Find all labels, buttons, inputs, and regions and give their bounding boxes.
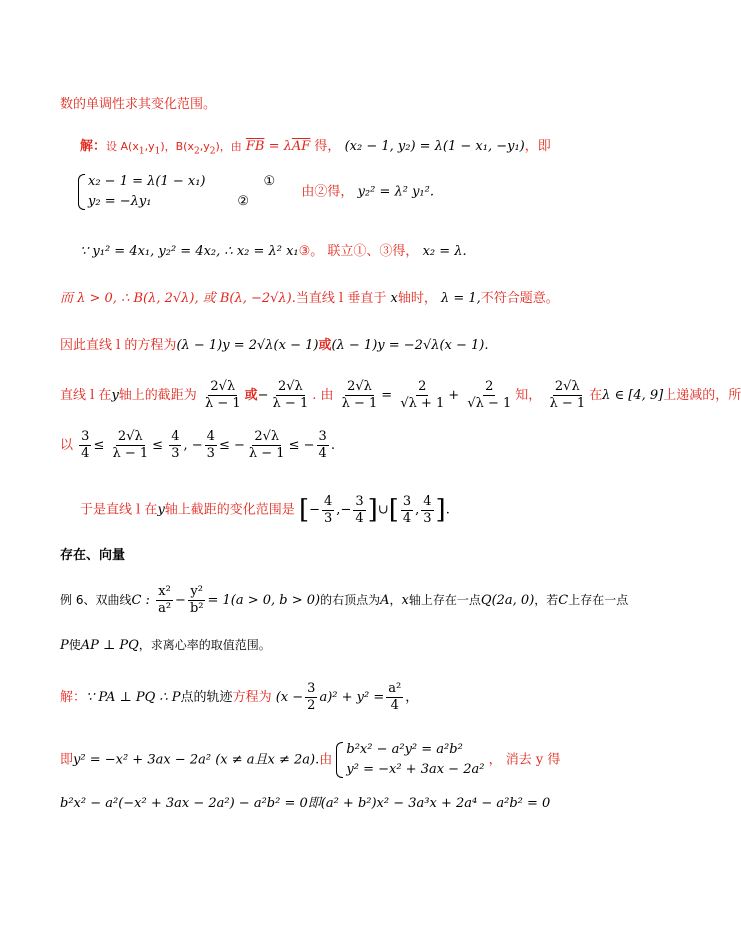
bracket: [ bbox=[388, 495, 399, 525]
text: 知， bbox=[515, 388, 542, 403]
text: 4 bbox=[318, 446, 327, 461]
vector-af: $\overline{AF}$ bbox=[291, 139, 311, 154]
text: ① bbox=[263, 174, 276, 189]
text: (λ − 1)y = 2√λ(x − 1) bbox=[176, 338, 319, 353]
text: y₂ = −λy₁ bbox=[88, 194, 152, 209]
text: y² bbox=[190, 584, 203, 599]
derivation-line bbox=[80, 243, 467, 261]
text: ，即 bbox=[524, 139, 551, 154]
fraction bbox=[547, 379, 587, 412]
example-6-cont bbox=[60, 636, 271, 655]
text: 3 bbox=[402, 493, 412, 509]
equation: (x₂ − 1, y₂) = λ(1 − x₁, −y₁) bbox=[344, 139, 525, 154]
text: a² bbox=[158, 601, 172, 616]
text: C : bbox=[131, 593, 150, 608]
text: y bbox=[157, 502, 165, 518]
text: 解： bbox=[60, 690, 87, 705]
fraction bbox=[353, 494, 365, 527]
bracket: ] bbox=[435, 495, 446, 525]
text: ≤ bbox=[152, 438, 164, 453]
text: 上递减的，所 bbox=[663, 388, 741, 403]
text: 4 bbox=[206, 429, 215, 444]
text: 由②得， bbox=[301, 184, 354, 200]
text: ② bbox=[237, 194, 250, 209]
system-equations bbox=[78, 172, 434, 212]
fraction bbox=[188, 584, 206, 617]
text: 3 bbox=[171, 446, 180, 461]
text: P bbox=[60, 638, 69, 653]
text: ，求离心率的取值范围。 bbox=[138, 638, 271, 652]
text: 4 bbox=[423, 493, 432, 509]
text: b²x² − a²y² = a²b² bbox=[346, 742, 463, 757]
fraction bbox=[305, 681, 317, 714]
bracket: [ bbox=[298, 495, 310, 525]
text: 轴上截距的变化范围是 bbox=[164, 502, 295, 518]
brace-system-2 bbox=[336, 740, 484, 780]
text: 4 bbox=[171, 429, 180, 444]
text: λ − 1 bbox=[341, 396, 378, 411]
text: x² bbox=[158, 584, 171, 599]
sub: 1 bbox=[138, 146, 145, 157]
text: − bbox=[303, 438, 315, 453]
text: ，若 bbox=[534, 593, 559, 607]
text: 3 bbox=[355, 493, 364, 509]
text: 2 bbox=[418, 379, 427, 394]
text: 存在、向量 bbox=[60, 548, 126, 563]
solution-label: 解： bbox=[80, 139, 107, 154]
section-heading bbox=[60, 547, 125, 565]
text: 而 λ > 0, ∴ B(λ, 2√λ), 或 B(λ, −2√λ). bbox=[60, 291, 296, 306]
fraction bbox=[317, 429, 329, 462]
text: 上存在一点 bbox=[568, 593, 629, 607]
text: 以 bbox=[60, 438, 74, 453]
text: 4 bbox=[81, 446, 90, 461]
text: 2 bbox=[307, 698, 316, 713]
text: λ ∈ [4, 9] bbox=[602, 388, 664, 403]
text: 2√λ bbox=[210, 379, 236, 394]
text: ≤ bbox=[288, 438, 300, 453]
text: 直线 l 在 bbox=[60, 388, 112, 403]
text: − bbox=[340, 502, 352, 518]
text: √λ + 1 bbox=[400, 396, 445, 411]
fraction bbox=[271, 379, 311, 412]
fraction bbox=[401, 494, 413, 527]
text: 方程为 bbox=[232, 690, 272, 705]
text: 4 bbox=[402, 510, 412, 526]
text: 2√λ bbox=[347, 379, 372, 394]
text: x bbox=[390, 291, 398, 306]
text: = 1(a > 0, b > 0) bbox=[207, 593, 321, 608]
text-line-1 bbox=[60, 96, 216, 114]
intro-text: 数的单调性求其变化范围。 bbox=[60, 97, 217, 112]
fraction bbox=[110, 429, 150, 462]
text: − bbox=[234, 438, 245, 453]
text: 2√λ bbox=[117, 429, 143, 444]
text: x₂ = λ. bbox=[422, 244, 467, 259]
fraction bbox=[421, 494, 433, 527]
fraction bbox=[205, 429, 217, 462]
text: ∵ y₁² = 4x₁, y₂² = 4x₂, ∴ x₂ = λ² x₁ bbox=[80, 244, 299, 259]
fraction bbox=[386, 681, 403, 714]
text: ， 消去 y 得 bbox=[488, 752, 561, 768]
text: − bbox=[309, 502, 321, 518]
text: λ − 1 bbox=[204, 396, 241, 411]
text: 设 A(x bbox=[106, 140, 139, 153]
text: 或 bbox=[244, 388, 258, 403]
text: , bbox=[415, 502, 420, 518]
text: λ − 1 bbox=[549, 396, 586, 411]
text: − bbox=[191, 438, 203, 453]
text: 4 bbox=[390, 698, 399, 713]
text: 3 bbox=[81, 429, 90, 444]
text: ， bbox=[405, 690, 419, 705]
text: 3 bbox=[206, 446, 215, 461]
brace-system bbox=[78, 172, 275, 212]
text: 轴时， bbox=[397, 291, 437, 306]
text: 3 bbox=[318, 429, 327, 444]
text: 轴上存在一点 bbox=[408, 593, 481, 607]
solution-2 bbox=[60, 680, 418, 716]
text: 或 bbox=[318, 338, 332, 353]
text: λ − 1 bbox=[112, 446, 149, 461]
text: 点的轨迹 bbox=[180, 690, 233, 705]
fraction bbox=[340, 379, 380, 412]
text: 于是直线 l 在 bbox=[80, 502, 158, 518]
text: ≤ bbox=[218, 438, 230, 453]
text: a)² + y² = bbox=[319, 690, 385, 705]
text: 4 bbox=[324, 493, 333, 509]
fraction bbox=[156, 584, 173, 617]
text: y bbox=[111, 388, 119, 403]
condition-line bbox=[60, 290, 559, 308]
text: ,y bbox=[199, 140, 210, 153]
text: 3 bbox=[423, 510, 432, 526]
text: 得， bbox=[310, 139, 341, 154]
text: = λ bbox=[264, 139, 292, 154]
text: 2√λ bbox=[254, 429, 280, 444]
fraction bbox=[79, 429, 91, 462]
text: λ − 1 bbox=[272, 396, 309, 411]
text: A bbox=[380, 593, 390, 608]
text: 轴上的截距为 bbox=[118, 388, 197, 403]
text: 3 bbox=[307, 681, 316, 696]
text: 3 bbox=[324, 510, 333, 526]
text: y² = −x² + 3ax − 2a² bbox=[346, 762, 485, 777]
fraction bbox=[247, 429, 287, 462]
range-line: 于是直线 l 在y轴上截距的变化范围是 [− $\frac{4}{3}$ ,− $\frac{3}{4}$ ]∪[ $\frac{3}{4}$ , $\frac{4}{3}$ ]. bbox=[80, 493, 450, 526]
text: 2√λ bbox=[277, 379, 303, 394]
text: . 由 bbox=[312, 388, 334, 403]
text: C bbox=[558, 593, 569, 608]
text: Q(2a, 0) bbox=[480, 593, 535, 608]
text: 在 bbox=[589, 388, 603, 403]
text: 当直线 l 垂直于 bbox=[295, 291, 387, 306]
fraction bbox=[398, 379, 446, 412]
text: )，B(x bbox=[160, 140, 194, 153]
example-6: 例 6、双曲线C : $\frac{\text{x²}}{\text{a²}}$ − $\frac{\text{y²}}{\text{b²}}$ = 1(a > 0, b > 0)的右顶点为A，x轴上存在一点Q(2a, 0)，若C上存在一点 bbox=[60, 584, 629, 616]
text: ,y bbox=[144, 140, 155, 153]
text: b²x² − a²(−x² + 3ax − 2a²) − a²b² = 0即(a² + b²)x² − 3a³x + 2a⁴ − a²b² = 0 bbox=[60, 796, 551, 811]
solution-3 bbox=[60, 740, 560, 780]
text: (x − bbox=[275, 690, 304, 705]
text: 2√λ bbox=[554, 379, 580, 394]
text: ≤ bbox=[93, 438, 105, 453]
solution-line-1 bbox=[80, 138, 551, 161]
text: 。 联立①、③得， bbox=[310, 244, 419, 259]
text: 4 bbox=[355, 510, 364, 526]
text: = bbox=[381, 388, 393, 403]
text: √λ − 1 bbox=[467, 396, 512, 411]
text: , bbox=[183, 438, 188, 453]
text: x₂ − 1 = λ(1 − x₁) bbox=[88, 174, 206, 189]
text: x bbox=[401, 593, 409, 608]
intercept-line bbox=[60, 378, 741, 414]
fraction bbox=[465, 379, 513, 412]
text: )，由 bbox=[215, 140, 242, 153]
sub: 2 bbox=[209, 146, 216, 157]
text: 2 bbox=[485, 379, 494, 394]
text: AP ⊥ PQ bbox=[80, 638, 139, 653]
text: y² = −x² + 3ax − 2a² (x ≠ a且x ≠ 2a). bbox=[73, 752, 320, 768]
text: 不符合题意。 bbox=[480, 291, 559, 306]
text: ， bbox=[389, 593, 402, 607]
text: a² bbox=[388, 681, 402, 696]
fraction bbox=[169, 429, 181, 462]
text: y₂² = λ² y₁². bbox=[357, 184, 434, 200]
text: (λ − 1)y = −2√λ(x − 1). bbox=[331, 338, 489, 353]
text: λ − 1 bbox=[248, 446, 285, 461]
inequality-line: 以 $\frac{3}{4}$ ≤ $\frac{2√\lambda}{\lambda - 1}$ ≤ $\frac{4}{3}$ , − $\frac{4}{3}$ ≤ − $\frac{2√\lambda}{\lambda - 1}$ ≤ − $\frac{3}{4}$ . bbox=[60, 429, 335, 461]
text: b² bbox=[189, 601, 204, 616]
fraction bbox=[203, 379, 243, 412]
vector-fb: $\overline{FB}$ bbox=[245, 139, 265, 154]
solution-4 bbox=[60, 795, 550, 813]
text: ③ bbox=[298, 244, 311, 259]
fraction bbox=[322, 494, 334, 527]
bracket: ] bbox=[367, 495, 378, 525]
text: ∪ bbox=[377, 502, 389, 518]
text: 的右顶点为 bbox=[320, 593, 381, 607]
line-equation bbox=[60, 337, 489, 355]
text: 由 bbox=[319, 752, 333, 768]
text: ∵ PA ⊥ PQ ∴ P bbox=[86, 690, 181, 705]
text: λ = 1, bbox=[440, 291, 481, 306]
sub: 2 bbox=[193, 146, 200, 157]
text: + bbox=[448, 388, 460, 403]
text: 即 bbox=[60, 752, 74, 768]
text: 因此直线 l 的方程为 bbox=[60, 338, 177, 353]
text: 例 6、双曲线 bbox=[60, 593, 132, 607]
text: , bbox=[336, 502, 341, 518]
text: − bbox=[257, 388, 269, 403]
sub: 1 bbox=[154, 146, 161, 157]
text: 使 bbox=[68, 638, 81, 652]
